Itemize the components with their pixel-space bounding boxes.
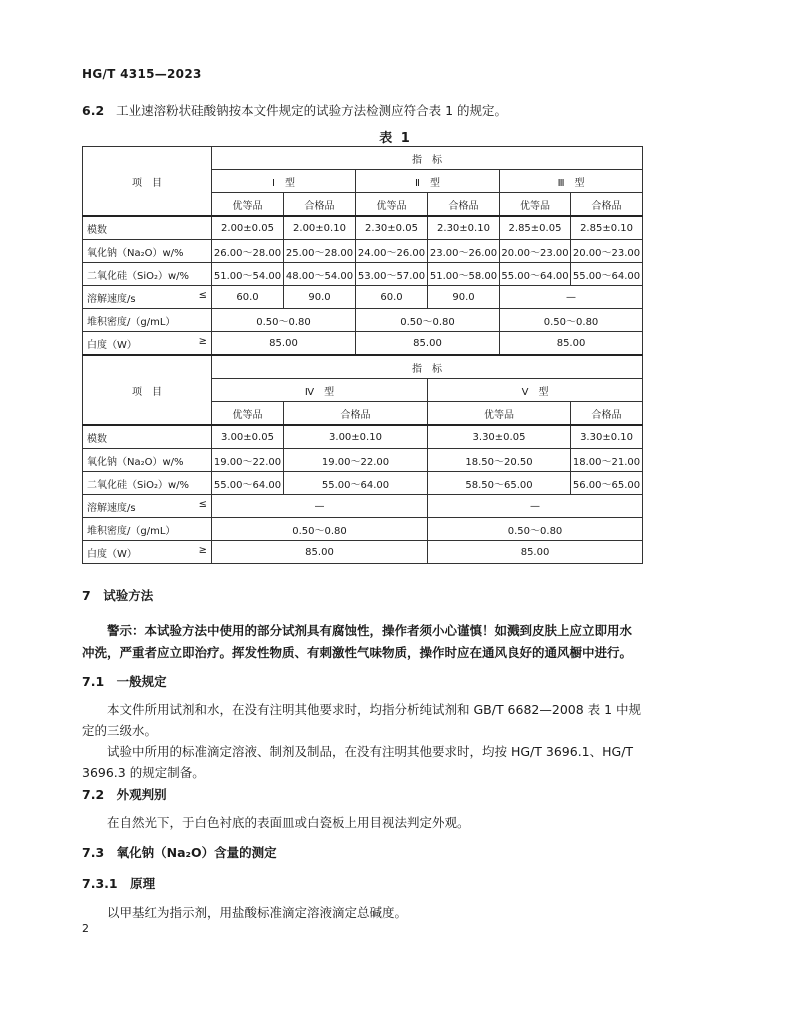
table-row [83, 147, 643, 170]
table-cell: 2.85±0.10 [571, 216, 643, 240]
type-header-cell: Ⅱ 型 [356, 170, 500, 193]
table-title: 表 1 [379, 131, 412, 146]
table-cell: 3.30±0.10 [571, 425, 643, 449]
table-cell: 60.0 [356, 286, 428, 309]
table-row [83, 541, 643, 564]
limit-symbol: ≥ [198, 544, 207, 556]
table-cell: 3.00±0.05 [212, 425, 284, 449]
table-cell: 55.00～64.00 [571, 263, 643, 286]
table-cell: 18.00～21.00 [571, 449, 643, 472]
table-cell: 85.00 [428, 541, 643, 564]
table-cell: 90.0 [284, 286, 356, 309]
grade-header-cell: 合格品 [284, 193, 356, 217]
row-label-dissolve [83, 495, 212, 518]
table-cell: 85.00 [356, 332, 500, 356]
table-row [83, 355, 643, 379]
table-row [83, 263, 643, 286]
table-cell: 56.00～65.00 [571, 472, 643, 495]
row-label-sio2: 二氧化硅（SiO₂）w/% [83, 263, 212, 286]
table-cell: 24.00～26.00 [356, 240, 428, 263]
grade-header-cell: 合格品 [284, 402, 428, 426]
table-cell: — [500, 286, 643, 309]
row-label-text: 白度（W） [87, 339, 137, 351]
table-row [83, 286, 643, 309]
table-cell: 2.30±0.05 [356, 216, 428, 240]
table-cell: 2.00±0.05 [212, 216, 284, 240]
warning-paragraph: 警示：本试验方法中使用的部分试剂具有腐蚀性，操作者须小心谨慎！如溅到皮肤上应立即用水冲洗，严重者应立即治疗。挥发性物质、有刺激性气味物质，操作时应在通风良好的通风橱中进行。 [82, 623, 633, 660]
table-row [83, 332, 643, 356]
row-label-text: 白度（W） [87, 548, 137, 560]
table-cell: 26.00～28.00 [212, 240, 284, 263]
row-label-whiteness [83, 332, 212, 356]
section-7-3-heading: 7.3 氧化钠（Na₂O）含量的测定 [82, 845, 277, 860]
table-cell: 0.50～0.80 [212, 518, 428, 541]
row-label-text: 溶解速度/s [87, 293, 136, 305]
table-cell: 25.00～28.00 [284, 240, 356, 263]
paragraph-7-1-b: 试验中所用的标准滴定溶液、制剂及制品，在没有注明其他要求时，均按 HG/T 3696.1、HG/T 3696.3 的规定制备。 [82, 744, 634, 780]
type-header-cell: Ⅴ 型 [428, 379, 643, 402]
table-cell: 85.00 [212, 541, 428, 564]
type-header-cell: Ⅰ 型 [212, 170, 356, 193]
table-row [83, 518, 643, 541]
grade-header-cell: 优等品 [212, 193, 284, 217]
table-cell: 85.00 [500, 332, 643, 356]
limit-symbol: ≤ [198, 289, 207, 301]
row-label-text: 溶解速度/s [87, 502, 136, 514]
paragraph-7-1-a: 本文件所用试剂和水，在没有注明其他要求时，均指分析纯试剂和 GB/T 6682—2008 表 1 中规定的三级水。 [82, 702, 642, 738]
section-7-heading: 7 试验方法 [82, 588, 154, 603]
spec-table [82, 146, 643, 564]
page-number: 2 [82, 922, 89, 935]
paragraph-7-3-1: 以甲基红为指示剂，用盐酸标准滴定溶液滴定总碱度。 [107, 905, 408, 920]
row-label-na2o: 氧化钠（Na₂O）w/% [83, 240, 212, 263]
table-cell: 2.00±0.10 [284, 216, 356, 240]
grade-header-cell: 优等品 [500, 193, 571, 217]
item-header-cell: 项 目 [83, 355, 212, 425]
table-row [83, 216, 643, 240]
table-cell: 58.50～65.00 [428, 472, 571, 495]
table-row [83, 309, 643, 332]
grade-header-cell: 合格品 [571, 402, 643, 426]
section-7-3-1-heading: 7.3.1 原理 [82, 876, 156, 891]
table-cell: 0.50～0.80 [356, 309, 500, 332]
limit-symbol: ≥ [198, 335, 207, 347]
table-cell: 51.00～54.00 [212, 263, 284, 286]
table-cell: 23.00～26.00 [428, 240, 500, 263]
table-cell: 48.00～54.00 [284, 263, 356, 286]
table-cell: 19.00～22.00 [284, 449, 428, 472]
section-7-1-heading: 7.1 一般规定 [82, 674, 167, 689]
row-label-modulus: 模数 [83, 425, 212, 449]
table-cell: 85.00 [212, 332, 356, 356]
limit-symbol: ≤ [198, 498, 207, 510]
table-cell: 3.00±0.10 [284, 425, 428, 449]
table-cell: 55.00～64.00 [500, 263, 571, 286]
table-cell: 90.0 [428, 286, 500, 309]
table-cell: — [212, 495, 428, 518]
clause-6-2-number: 6.2 [82, 103, 105, 118]
table-cell: 51.00～58.00 [428, 263, 500, 286]
grade-header-cell: 合格品 [571, 193, 643, 217]
table-cell: 53.00～57.00 [356, 263, 428, 286]
table-cell: 0.50～0.80 [212, 309, 356, 332]
table-cell: 19.00～22.00 [212, 449, 284, 472]
standard-number-header: HG/T 4315—2023 [82, 67, 202, 81]
table-row [83, 425, 643, 449]
table-cell: 2.30±0.10 [428, 216, 500, 240]
table-cell: 18.50～20.50 [428, 449, 571, 472]
table-cell: 55.00～64.00 [284, 472, 428, 495]
table-cell: 60.0 [212, 286, 284, 309]
table-row [83, 495, 643, 518]
row-label-sio2: 二氧化硅（SiO₂）w/% [83, 472, 212, 495]
grade-header-cell: 优等品 [356, 193, 428, 217]
row-label-density: 堆积密度/（g/mL） [83, 518, 212, 541]
grade-header-cell: 合格品 [428, 193, 500, 217]
table-cell: 0.50～0.80 [428, 518, 643, 541]
table-cell: — [428, 495, 643, 518]
table-cell: 3.30±0.05 [428, 425, 571, 449]
table-cell: 20.00～23.00 [500, 240, 571, 263]
grade-header-cell: 优等品 [428, 402, 571, 426]
table-cell: 20.00～23.00 [571, 240, 643, 263]
indicator-header-cell: 指 标 [212, 147, 643, 170]
paragraph-7-2: 在自然光下，于白色衬底的表面皿或白瓷板上用目视法判定外观。 [107, 815, 470, 830]
clause-6-2-text: 工业速溶粉状硅酸钠按本文件规定的试验方法检测应符合表 1 的规定。 [116, 103, 508, 118]
row-label-na2o: 氧化钠（Na₂O）w/% [83, 449, 212, 472]
clause-6-2 [82, 101, 507, 119]
row-label-whiteness [83, 541, 212, 564]
table-cell: 55.00～64.00 [212, 472, 284, 495]
grade-header-cell: 优等品 [212, 402, 284, 426]
type-header-cell: Ⅲ 型 [500, 170, 643, 193]
table-cell: 0.50～0.80 [500, 309, 643, 332]
row-label-modulus: 模数 [83, 216, 212, 240]
table-row [83, 240, 643, 263]
row-label-density: 堆积密度/（g/mL） [83, 309, 212, 332]
indicator-header-cell: 指 标 [212, 355, 643, 379]
row-label-dissolve [83, 286, 212, 309]
section-7-2-heading: 7.2 外观判别 [82, 787, 167, 802]
table-cell: 2.85±0.05 [500, 216, 571, 240]
table-row [83, 472, 643, 495]
item-header-cell: 项 目 [83, 147, 212, 217]
type-header-cell: Ⅳ 型 [212, 379, 428, 402]
table-row [83, 449, 643, 472]
